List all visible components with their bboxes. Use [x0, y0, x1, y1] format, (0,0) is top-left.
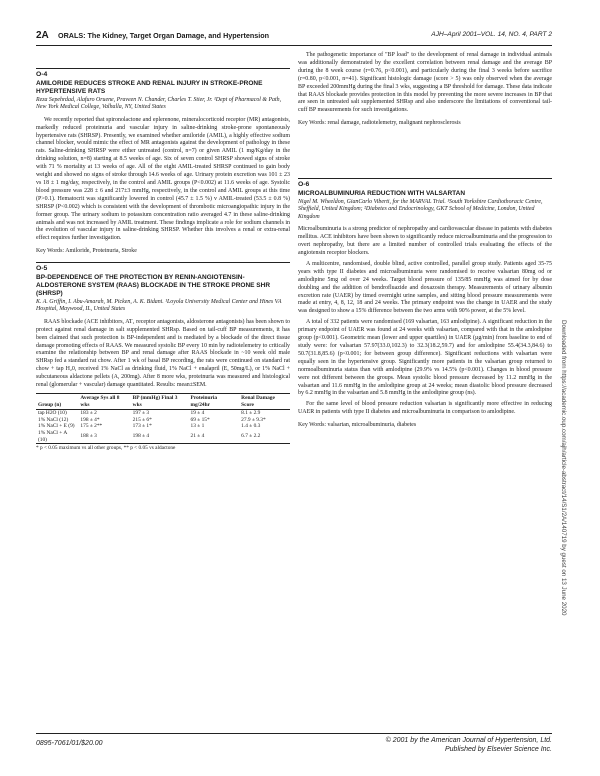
abstract-body: RAAS blockade (ACE inhibitors, AT₁ receptor antagonists, aldosterone antagonists) has been shown to protect against renal damage in salt supplemented SHRsp. Based on tail-cuff BP measurements, it has been claimed that such protection is BP-independent and is mediated by a blockade of the direct tissue damage promoting effects of RAAS. We measured systolic BP every 10 min by radiotelemetry to critically examine the relationship between BP and renal damage after RAAS blockade in ~10 week old male SHRsp fed a standard rat chow. After 1 wk of basal BP recording, the rats were continued on standard rat chow + tap H₂0, received 1% NaCl as drinking fluid, 1% NaCl + enalapril (E, 50mg/L), or 1% NaCl + subcutaneous aldactone pellets (A, 200mg). After 8 more wks, proteinuria was measured and histological renal (glomerular + vascular) damage quantitated. Results: mean±SEM. — [36, 318, 290, 389]
table-cell: 173 ± 1* — [132, 423, 152, 430]
footer-issn: 0895-7061/01/$20.00 — [36, 740, 103, 747]
table-cell: 69 ± 15* — [190, 416, 210, 423]
footer-rule — [36, 733, 552, 734]
abstract-title: BP-DEPENDENCE OF THE PROTECTION BY RENIN-ANGIOTENSIN-ALDOSTERONE SYSTEM (RAAS) BLOCKADE IN THE STROKE PRONE SHR (SHRSP) — [36, 274, 271, 298]
abstract-paragraph: A total of 332 patients were randomised (169 valsartan, 163 amlodipine). A significant reduction in the primary endpoint of UAER was found at 24 weeks with valsartan, compared with that in the amlodipine group (p<0.001). Geometric mean (lower and upper quartiles) in UAER (µg/min) from baseline to end of study were: for valsartan 57.97(33.0,102.3) to 32.3(18.2,59.7) and for amlodipine 55.4(34.3,84.6) to 50.7(31.8,85.6) (p<0.001; for between group difference). Significant reductions with valsartan were equally seen in the hypertensive group. Significantly more patients in the valsartan group returned to normoalbuminuria status than with amlodipine (29.9% vs 14.5% (p<0.001). Changes in blood pressure were not different between the groups. Mean systolic blood pressure decreased by 11.2 mmHg in the valsartan and 11.6 mmHg in the amlodipine group at 24 weeks; mean diastolic blood pressure decreased by 6.2 mmHg in the valsartan and 5.8 mmHg in the amlodipine group (ns). — [298, 319, 552, 397]
table-cell: 183 ± 2 — [80, 410, 97, 417]
table-cell: 198 ± 4* — [80, 416, 100, 423]
table-cell: 215 ± 6* — [132, 416, 152, 423]
results-table — [36, 393, 290, 444]
publisher-line: Published by Elsevier Science Inc. — [445, 746, 552, 753]
table-cell: 198 ± 4 — [131, 430, 189, 444]
abstract-authors: Reza Sepehrdad, Alafuro Oruene, Praveen N. Chander, Charles T. Stier, Jr. ¹Dept of Pharmacol & Path, New York Medical College, Valhalla, NY, United States — [36, 96, 282, 111]
footer-copyright — [386, 736, 552, 754]
table-cell: 1% NaCl + A (10) — [36, 430, 78, 444]
abstract-paragraph: A multicentre, randomised, double blind, active controlled, parallel group study. Patients aged 35-75 years with type II diabetes and microalbuminuria were randomised to receive valsartan 80mg od or amlodipine 5mg od over 24 weeks. Target blood pressure of 135/85 mmHg was aimed for by dose doubling and the addition of bendrofluazide and doxazosin therapy. Measurements of urinary albumin excretion rate (UAER) by timed overnight urine samples, and sitting blood pressure measurements were made at entry, 4, 8, 12, 18 and 24 weeks. The primary endpoint was the change in UAER and the study was designed to show a 15% difference between the two arms with 90% power, at the 5% level. — [298, 260, 552, 315]
abstract-o6 — [298, 178, 552, 430]
abstract-number: O-5 — [36, 262, 290, 273]
abstract-number: O-6 — [298, 178, 552, 189]
column-header: Proteinuria mg/24hr — [189, 394, 240, 410]
page-number: 2A — [36, 30, 49, 41]
abstract-keywords: Key Words: valsartan, microalbuminuria, diabetes — [298, 422, 417, 429]
abstract-title: MICROALBUMINURIA REDUCTION WITH VALSARTAN — [298, 190, 466, 198]
abstract-body: The pathogenetic importance of "BP load" to the development of renal damage in individual animals was additionally demonstrated by the excellent correlation between renal damage and the average BP during the 8 week course (r=0.76, p<0.001), and particularly during the final 3 weeks before sacrifice (r=0.80, p<0.001, n=41). Significant histologic damage (score > 5) was only observed when the average BP exceeded 200mmHg during the final 3 wks, suggesting a BP threshold for damage. These data indicate that RAAS blockade provides protection in this model by preventing the more severe increases in BP that are seen in untreated salt supplemented SHRsp and also underscore the limitations of conventional tail-cuff BP measurements for such investigations. — [298, 52, 552, 114]
running-header — [36, 30, 552, 44]
abstract-o4 — [36, 68, 290, 256]
table-cell: 1% NaCl + E (9) — [38, 423, 75, 430]
table-row — [36, 423, 290, 430]
abstract-authors: K. A. Griffin, I. Abu-Amarah, M. Picken, A. K. Bidani. ¹Loyola University Medical Center and Hines VA Hospital, Maywood, IL, United States — [36, 299, 282, 313]
download-note: Downloaded from https://academic.oup.com/ajh/article-abstract/14/S1/2A/140719 by guest on 13 June 2020 — [560, 320, 567, 616]
copyright-line: © 2001 by the American Journal of Hypertension, Ltd. — [385, 737, 552, 744]
journal-citation: AJH–April 2001–VOL. 14, NO. 4, PART 2 — [431, 31, 552, 38]
left-column — [36, 64, 290, 459]
abstract-paragraph: For the same level of blood pressure reduction valsartan is significantly more effective in reducing UAER in patients with type II diabetes and microalbuminuria in comparison to amlodipine. — [298, 401, 552, 416]
column-header: BP (mmHg) Final 3 wks — [131, 394, 189, 410]
abstract-paragraph: Microalbuminuria is a strong predictor of nephropathy and cardiovascular disease in patients with diabetes mellitus. ACE inhibitors have been shown to significantly reduce microalbuminuria and the progression to overt nephropathy, but there are a limited number of controlled trials evaluating the effects of the angiotensin receptor blockers. — [298, 226, 552, 256]
abstract-title: AMILORIDE REDUCES STROKE AND RENAL INJURY IN STROKE-PRONE HYPERTENSIVE RATS — [36, 79, 263, 95]
table-footnote: * p < 0.05 maximum vs all other groups, ** p < 0.05 vs aldactone — [36, 445, 176, 452]
column-header: Group (n) — [36, 394, 78, 410]
table-cell: tap H2O (10) — [38, 410, 67, 417]
table-cell: 19 ± 4 — [190, 410, 205, 417]
abstract-body: We recently reported that spironolactone and eplerenone, mineralocorticoid receptor (MR) antagonists, markedly reduced proteinuria and vascular injury in saline-drinking stroke-prone spontaneously hypertensive rats (SHRSP). Presently, we examined whether amiloride (AMIL), a highly effective sodium channel blocker, would mimic the effect of MR antagonists against the development of pathology in these rats. Saline-drinking SHRSP were either untreated (control, n=7) or given AMIL (1 mg/Kg/day in the drinking solution, n=8) starting at 8.5 weeks of age. Six of seven control SHRSP showed signs of stroke with 71 % mortality at 13 weeks of age. All of the eight AMIL-treated SHRSP continued to gain body weight and showed no signs of stroke through 14.6 weeks of age. Urinary protein excretion was 101 ± 23 vs 18 ± 1 mg/day, respectively, in the control and AMIL groups (P<0.002) at 11.6 weeks of age. Systolic blood pressure was 228 ± 6 and 217±3 mmHg, respectively, in the control and AMIL groups at this time (P>0.1). Hematocrit was significantly lowered in control (45.7 ± 1.5 %) v AMIL-treated (53.5 ± 0.8 %) SHRSP (P<0.002) which is consistent with the development of thrombotic microangiopathic injury in the former group. The urinary sodium to potassium concentration ratio averaged 4.7 in these saline-drinking animals and was not increased by AMIL treatment. These findings implicate a role for sodium channels in the evolution of vascular injury in saline-drinking SHRSP. Whether this involves a renal or extra-renal effect requires further investigation. — [36, 116, 290, 242]
table-cell: 21 ± 4 — [189, 430, 240, 444]
table-cell: 1.4 ± 0.3 — [241, 423, 261, 430]
abstract-number: O-4 — [36, 68, 290, 79]
abstract-o5 — [36, 262, 290, 453]
table-cell: 1% NaCl (12) — [38, 416, 69, 423]
section-title: ORALS: The Kidney, Target Organ Damage, and Hypertension — [58, 31, 269, 40]
table-cell: 6.7 ± 2.2 — [239, 430, 290, 444]
column-header: Average Sys all 8 wks — [78, 394, 130, 410]
table-cell: 188 ± 3 — [78, 430, 130, 444]
table-cell: 13 ± 1 — [190, 423, 205, 430]
table-row — [36, 430, 290, 444]
abstract-keywords: Key Words: Amiloride, Proteinuria, Stroke — [36, 248, 137, 255]
header-rule — [36, 45, 552, 46]
table-row — [36, 410, 290, 417]
table-cell: 175 ± 2** — [80, 423, 103, 430]
table-cell: 27.9 ± 9.3* — [241, 416, 266, 423]
abstract-keywords: Key Words: renal damage, radiotelemetry, malignant nephrosclerosis — [298, 120, 461, 127]
table-cell: 197 ± 3 — [132, 410, 150, 417]
table-header-row — [36, 394, 290, 410]
table-cell: 8.1 ± 2.9 — [241, 410, 261, 417]
column-header: Renal Damage Score — [239, 394, 290, 410]
abstract-authors: Nigel M. Wheeldon, GianCarlo Viberti, for the MARVAL Trial. ¹South Yorkshire Cardiothoracic Centre, Sheffield, United Kingdom; ²Diabetes and Endocrinology, GKT School of Medicine, London, United Kingdom — [298, 199, 543, 220]
right-column — [298, 52, 552, 436]
abstract-o5-continued — [298, 52, 552, 128]
